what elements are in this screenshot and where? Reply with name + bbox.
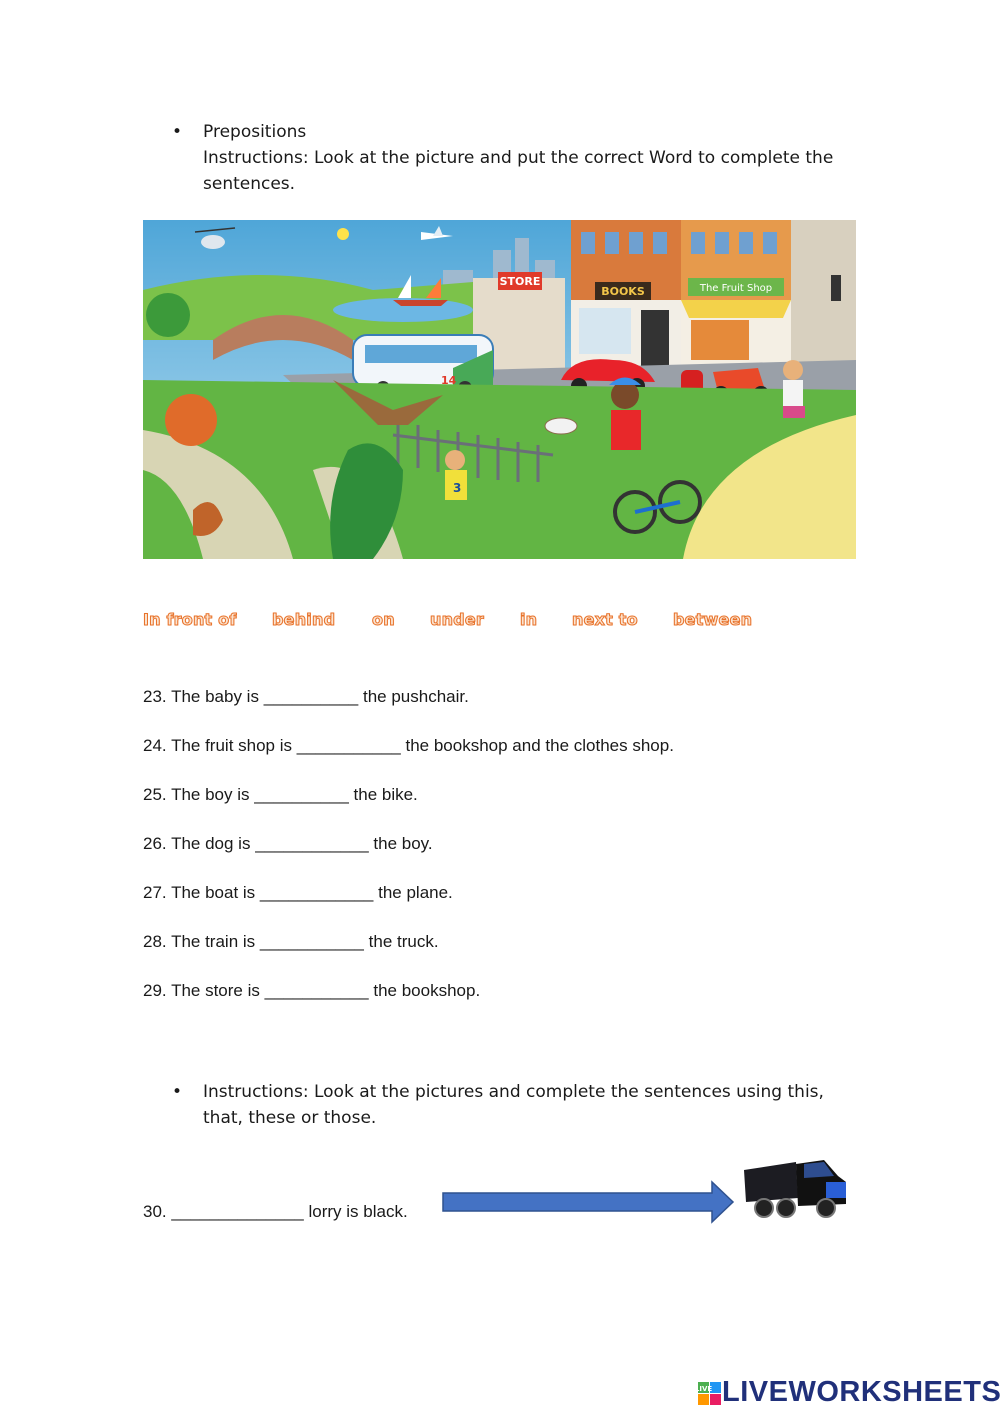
word-in: in [520, 610, 538, 629]
word-under: under [430, 610, 484, 629]
answer-blank[interactable]: ___________ [259, 932, 364, 951]
tree-icon [165, 394, 217, 446]
section-instructions: Instructions: Look at the pictures and complete the sentences using this, that, these or those. [203, 1082, 824, 1128]
question-number: 27. [143, 883, 167, 902]
arrow-right-icon [442, 1180, 734, 1224]
question-28 [143, 932, 439, 952]
bullet: • [172, 122, 183, 142]
question-text: lorry is black. [308, 1202, 408, 1221]
answer-blank[interactable]: __________ [263, 687, 359, 706]
question-text: The boy is [171, 785, 250, 804]
section-instructions: Instructions: Look at the picture and put the correct Word to complete the sentences. [203, 148, 834, 194]
word-in-front-of: In front of [143, 610, 237, 629]
answer-blank[interactable]: ___________ [264, 981, 369, 1000]
word-on: on [372, 610, 395, 629]
question-text: the boy. [373, 834, 433, 853]
liveworksheets-logo-icon [694, 1378, 722, 1410]
section-title: Prepositions [203, 122, 307, 142]
answer-blank[interactable]: ____________ [255, 834, 369, 853]
question-text: the bookshop and the clothes shop. [405, 736, 674, 755]
question-number: 26. [143, 834, 167, 853]
books-sign: BOOKS [601, 285, 645, 298]
answer-blank[interactable]: ______________ [171, 1202, 304, 1221]
logo-badge-text: LIVE [694, 1385, 713, 1393]
question-text: the pushchair. [362, 687, 469, 706]
word-behind: behind [272, 610, 336, 629]
fruit-shop-sign: The Fruit Shop [699, 283, 773, 294]
question-number: 29. [143, 981, 167, 1000]
word-between: between [673, 610, 753, 629]
question-26 [143, 834, 433, 854]
question-30 [143, 1202, 408, 1222]
question-25 [143, 785, 418, 805]
answer-blank[interactable]: ___________ [296, 736, 401, 755]
question-number: 30. [143, 1202, 167, 1221]
question-24 [143, 736, 674, 756]
question-27 [143, 883, 453, 903]
bus-number: 14 [441, 374, 457, 387]
store-sign: STORE [499, 275, 541, 288]
question-text: the bookshop. [373, 981, 481, 1000]
bullet: • [172, 1082, 183, 1102]
dog-icon [545, 418, 577, 434]
question-29 [143, 981, 480, 1001]
liveworksheets-logo-text: LIVEWORKSHEETS [722, 1376, 1001, 1408]
question-number: 25. [143, 785, 167, 804]
question-text: the truck. [368, 932, 439, 951]
question-number: 23. [143, 687, 167, 706]
question-text: The baby is [171, 687, 259, 706]
question-text: The fruit shop is [171, 736, 293, 755]
shirt-number: 3 [453, 481, 462, 495]
answer-blank[interactable]: ____________ [259, 883, 374, 902]
word-next-to: next to [572, 610, 638, 629]
question-23 [143, 687, 469, 707]
running-girl-icon [783, 360, 805, 418]
question-text: The train is [171, 932, 256, 951]
answer-blank[interactable]: __________ [254, 785, 349, 804]
question-number: 24. [143, 736, 167, 755]
question-text: the plane. [378, 883, 453, 902]
boy-number-three-icon [445, 450, 467, 500]
town-scene-illustration [143, 220, 856, 559]
sun-icon [337, 228, 349, 240]
traffic-light-icon [831, 275, 841, 301]
lorry-icon [742, 1152, 848, 1220]
question-number: 28. [143, 932, 167, 951]
question-text: The store is [171, 981, 260, 1000]
question-text: The dog is [171, 834, 251, 853]
word-bank [0, 610, 1000, 640]
question-text: the bike. [353, 785, 418, 804]
question-text: The boat is [171, 883, 256, 902]
